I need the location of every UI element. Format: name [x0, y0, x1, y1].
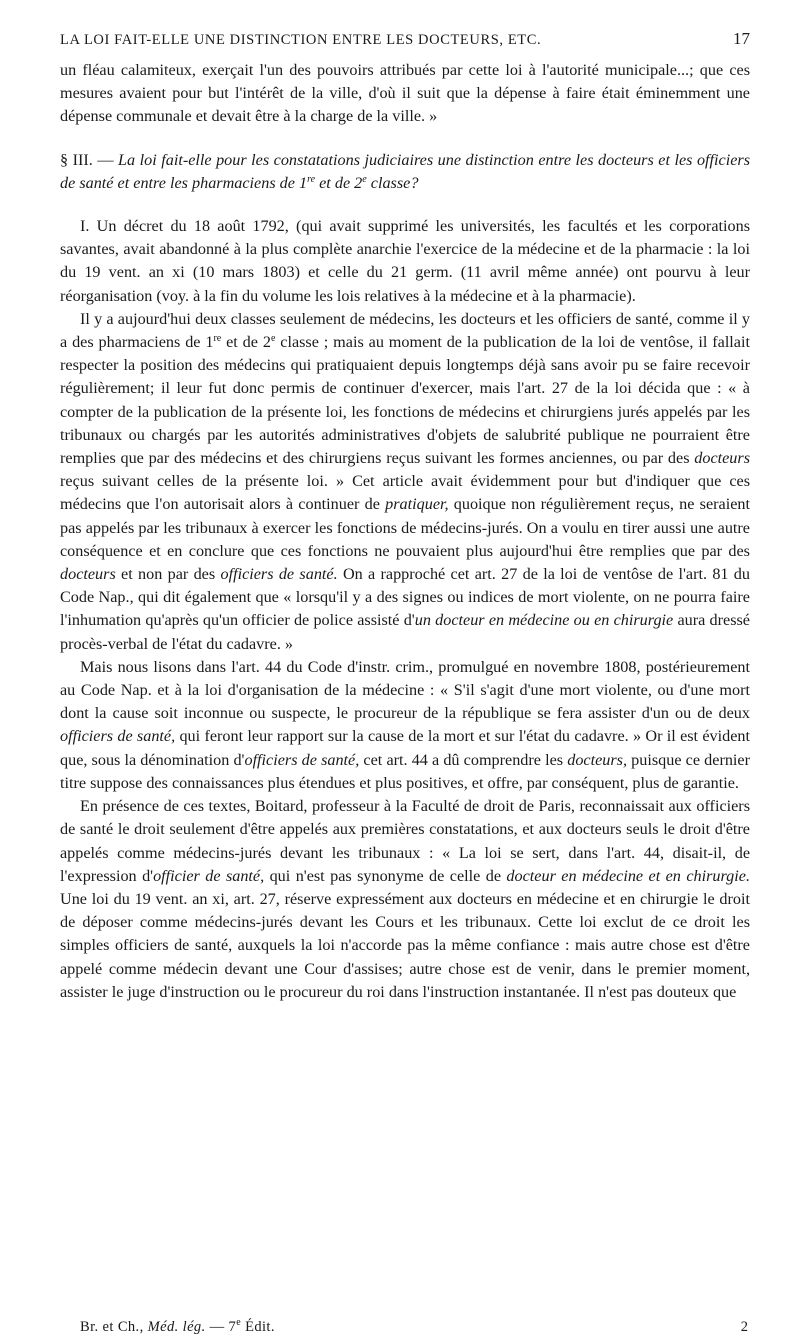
section-label: § III. —	[60, 150, 119, 169]
paragraph-continuation: un fléau calamiteux, exerçait l'un des pouvoirs attribués par cette loi à l'autorité municipale...; que ces mesures avaient pour but l'intérêt de la ville, d'où il suit que la dépense à faire était éminemment une dépense communale et devait être à la charge de la ville. »	[60, 61, 750, 126]
sheet-mark: 2	[740, 1319, 748, 1335]
footer-signature: Br. et Ch., Méd. lég. — 7e Édit.	[80, 1317, 275, 1335]
running-title: LA LOI FAIT-ELLE UNE DISTINCTION ENTRE LES DOCTEURS, ETC.	[60, 32, 542, 48]
section-title: La loi fait-elle pour les constatations judiciaires une distinction entre les docteurs et les officiers de santé et entre les pharmaciens de 1re et de 2e classe?	[60, 150, 751, 192]
paragraph-deux-classes: Il y a aujourd'hui deux classes seulement de médecins, les docteurs et les officiers de santé, comme il y a des pharmaciens de 1re et de 2e classe ; mais au moment de la publication de la loi de ventôse, il fallait respecter la position des médecins qui pratiquaient depuis longtemps déjà sans avoir pu se faire recevoir régulièrement; il leur fut donc permis de continuer d'exercer, mais l'art. 27 de la loi décida que : « à compter de la publication de la présente loi, les fonctions de médecins et chirurgiens jurés appelés par les tribunaux ou chargés par les autorités administratives d'objets de salubrité publique ne pourraient être remplies que par des médecins et des chirurgiens reçus suivant les formes anciennes, ou par des docteurs reçus suivant celles de la présente loi. » Cet article avait évidemment pour but d'indiquer que ces médecins que l'on autorisait alors à continuer de pratiquer, quoique non régulièrement reçus, ne seraient pas appelés par les tribunaux à exercer les fonctions de médecins-jurés. On a voulu en tirer aussi une autre conséquence et en conclure que ces fonctions ne pouvaient plus aujourd'hui être remplies que par des docteurs et non par des officiers de santé. On a rapproché cet art. 27 de la loi de ventôse de l'art. 81 du Code Nap., qui dit également que « lorsqu'il y a des signes ou indices de mort violente, on ne pourra faire l'inhumation qu'après qu'un officier de police assisté d'un docteur en médecine ou en chirurgie aura dressé procès-verbal de l'état du cadavre. »	[60, 309, 750, 653]
page-footer	[80, 1318, 748, 1336]
section-heading	[60, 149, 750, 195]
paragraph-article-44: Mais nous lisons dans l'art. 44 du Code d'instr. crim., promulgué en novembre 1808, postérieurement au Code Nap. et à la loi d'organisation de la médecine : « S'il s'agit d'une mort violente, ou d'une mort dont la cause soit inconnue ou suspecte, le procureur de la république se fera assister d'un ou de deux officiers de santé, qui feront leur rapport sur la cause de la mort et sur l'état du cadavre. » Or il est évident que, sous la dénomination d'officiers de santé, cet art. 44 a dû comprendre les docteurs, puisque ce dernier titre suppose des connaissances plus étendues et plus positives, et offre, par conséquent, plus de garantie.	[60, 657, 751, 792]
running-head	[60, 30, 750, 49]
page-number: 17	[733, 29, 750, 48]
paragraph-boitard: En présence de ces textes, Boitard, professeur à la Faculté de droit de Paris, reconnaissait aux officiers de santé le droit seulement d'être appelés aux premières constatations, et aux docteurs seuls le droit d'être appelés comme médecins-jurés devant les tribunaux : « La loi se sert, dans l'art. 44, disait-il, de l'expression d'officier de santé, qui n'est pas synonyme de celle de docteur en médecine et en chirurgie. Une loi du 19 vent. an xi, art. 27, réserve expressément aux docteurs en médecine et en chirurgie le droit de déposer comme médecins-jurés devant les Cours et les tribunaux. Cette loi exclut de ce droit les simples officiers de santé, auxquels la loi n'accorde pas la même confiance : mais autre chose est d'être appelé comme médecin devant une Cour d'assises; autre chose est de venir, dans le premier moment, assister le juge d'instruction ou le procureur du roi dans l'instruction instantanée. Il n'est pas douteux que	[60, 797, 751, 1001]
paragraph-decret: I. Un décret du 18 août 1792, (qui avait supprimé les universités, les facultés et les corporations savantes, avait abandonné à la plus complète anarchie l'exercice de la médecine et de la pharmacie : la loi du 19 vent. an xi (10 mars 1803) et celle du 21 germ. (11 avril même année) ont pourvu à leur réorganisation (voy. à la fin du volume les lois relatives à la médecine et à la pharmacie).	[60, 217, 750, 305]
